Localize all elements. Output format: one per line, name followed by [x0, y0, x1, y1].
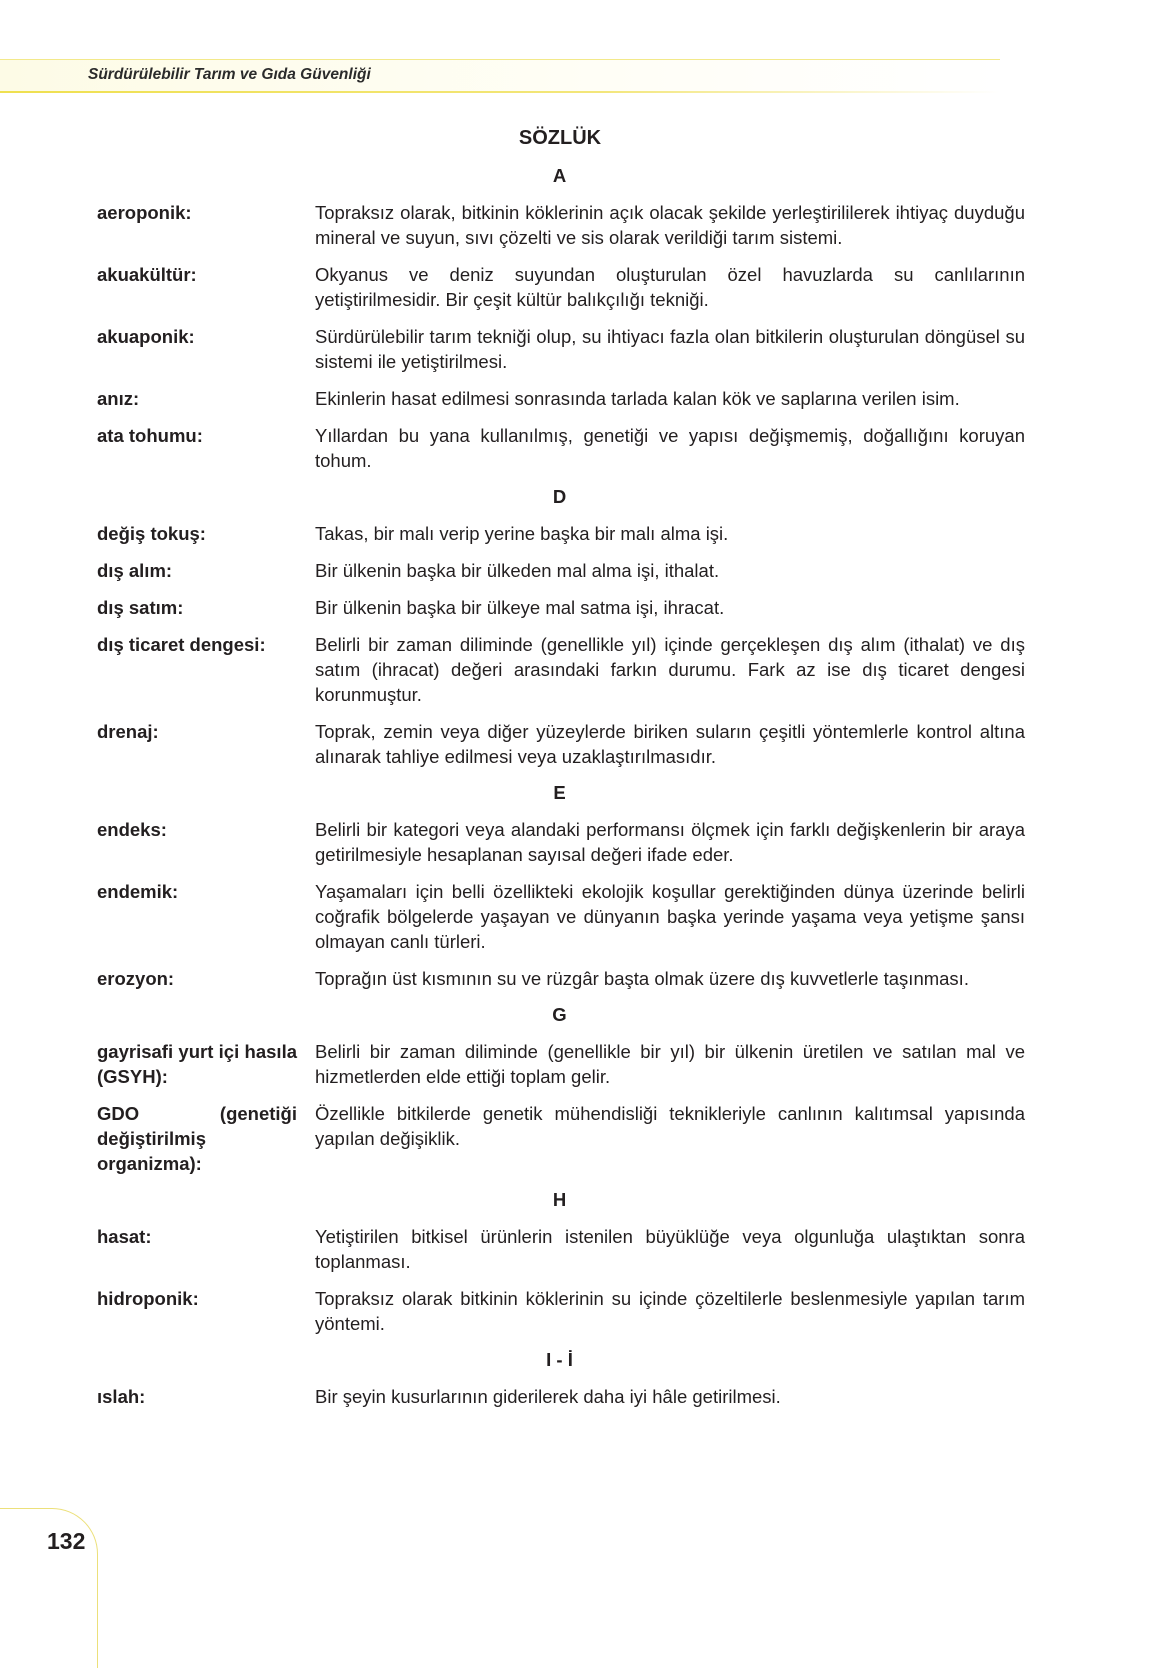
- glossary-term: hasat:: [97, 1226, 152, 1247]
- glossary-definition: Bir şeyin kusurlarının giderilerek daha iyi hâle getirilmesi.: [315, 1386, 781, 1407]
- glossary-term: dış satım:: [97, 597, 184, 618]
- glossary-entry: [97, 386, 1025, 411]
- glossary-entry: [97, 966, 1025, 991]
- glossary-definition: Belirli bir zaman diliminde (genellikle bir yıl) bir ülkenin üretilen ve satılan mal ve hizmetlerden elde ettiği toplam gelir.: [315, 1041, 1025, 1087]
- glossary-entry: [97, 558, 1025, 583]
- glossary-entry: [97, 1384, 1025, 1409]
- glossary-definition: Ekinlerin hasat edilmesi sonrasında tarlada kalan kök ve saplarına verilen isim.: [315, 388, 960, 409]
- glossary-definition: Yaşamaları için belli özellikteki ekolojik koşullar gerektiğinden dünya üzerinde belirli coğrafik bölgelerde yaşayan ve dünyanın başka yerinde yaşama veya yetişme şansı olmayan canlı türleri.: [315, 881, 1025, 952]
- glossary-definition: Özellikle bitkilerde genetik mühendisliği teknikleriyle canlının kalıtımsal yapısında yapılan değişiklik.: [315, 1103, 1025, 1149]
- glossary-definition: Bir ülkenin başka bir ülkeden mal alma işi, ithalat.: [315, 560, 720, 581]
- page-number: 132: [47, 1528, 86, 1554]
- header-underline: [0, 91, 1000, 93]
- glossary-term: erozyon:: [97, 968, 175, 989]
- glossary-definition: Bir ülkenin başka bir ülkeye mal satma işi, ihracat.: [315, 597, 725, 618]
- section-letter: G: [552, 1004, 567, 1025]
- glossary-entry: [97, 521, 1025, 546]
- glossary-definition: Toprak, zemin veya diğer yüzeylerde biriken suların çeşitli yöntemlerle kontrol altına alınarak tahliye edilmesi veya uzaklaştırılmasıdır.: [315, 721, 1025, 767]
- glossary-entry: [97, 595, 1025, 620]
- glossary-entry: [97, 1224, 1025, 1274]
- glossary-entry: [97, 324, 1025, 374]
- glossary-entry: [97, 719, 1025, 769]
- glossary-entry: [97, 262, 1025, 312]
- glossary-term: anız:: [97, 388, 140, 409]
- glossary-definition: Sürdürülebilir tarım tekniği olup, su ihtiyacı fazla olan bitkilerin oluşturulan döngüsel su sistemi ile yetiştirilmesi.: [315, 326, 1025, 372]
- glossary-definition: Belirli bir kategori veya alandaki performansı ölçmek için farklı değişkenlerin bir araya getirilmesiyle hesaplanan sayısal değeri ifade eder.: [315, 819, 1025, 865]
- glossary-entry: [97, 200, 1025, 250]
- glossary-title: SÖZLÜK: [518, 127, 602, 149]
- glossary-definition: Topraksız olarak, bitkinin köklerinin açık olacak şekilde yerleştirililerek ihtiyaç duyduğu mineral ve suyun, sıvı çözelti ve sis olarak verildiği tarım sistemi.: [315, 202, 1025, 248]
- section-letter: A: [552, 165, 567, 186]
- glossary-entry: [97, 817, 1025, 867]
- glossary-definition: Okyanus ve deniz suyundan oluşturulan özel havuzlarda su canlılarının yetiştirilmesidir. Bir çeşit kültür balıkçılığı tekniği.: [315, 264, 1025, 310]
- glossary-entry: [97, 1101, 1025, 1176]
- section-letter: I - İ: [546, 1349, 573, 1370]
- section-letter: D: [552, 486, 567, 507]
- glossary-entry: [97, 1039, 1025, 1089]
- glossary-entry: [97, 879, 1025, 954]
- glossary-list: [97, 164, 1025, 1421]
- glossary-definition: Yıllardan bu yana kullanılmış, genetiği ve yapısı değişmemiş, doğallığını koruyan tohum.: [315, 425, 1025, 471]
- glossary-definition: Belirli bir zaman diliminde (genellikle yıl) içinde gerçekleşen dış alım (ithalat) ve dış satım (ihracat) değeri arasındaki farkın durumu. Fark az ise dış ticaret dengesi korunmuştur.: [315, 634, 1025, 705]
- glossary-term: dış ticaret dengesi:: [97, 634, 266, 655]
- section-letter: E: [553, 782, 566, 803]
- section-letter: H: [552, 1189, 567, 1210]
- glossary-definition: Yetiştirilen bitkisel ürünlerin istenilen büyüklüğe veya olgunluğa ulaştıktan sonra toplanması.: [315, 1226, 1025, 1272]
- glossary-definition: Takas, bir malı verip yerine başka bir malı alma işi.: [315, 523, 729, 544]
- glossary-term: drenaj:: [97, 721, 159, 742]
- glossary-term: değiş tokuş:: [97, 523, 206, 544]
- glossary-definition: Toprağın üst kısmının su ve rüzgâr başta olmak üzere dış kuvvetlerle taşınması.: [315, 968, 969, 989]
- glossary-term: dış alım:: [97, 560, 173, 581]
- glossary-term: akuaponik:: [97, 326, 195, 347]
- glossary-term: gayrisafi yurt içi hasıla (GSYH):: [97, 1041, 297, 1087]
- running-header-title: Sürdürülebilir Tarım ve Gıda Güvenliği: [88, 66, 371, 83]
- glossary-term: akuakültür:: [97, 264, 197, 285]
- glossary-term: endemik:: [97, 881, 179, 902]
- glossary-term: GDO (genetiği değiştirilmiş organizma):: [97, 1103, 297, 1174]
- glossary-term: ıslah:: [97, 1386, 146, 1407]
- glossary-entry: [97, 1286, 1025, 1336]
- glossary-term: aeroponik:: [97, 202, 192, 223]
- glossary-term: hidroponik:: [97, 1288, 199, 1309]
- glossary-definition: Topraksız olarak bitkinin köklerinin su içinde çözeltilerle beslenmesiyle yapılan tarım yöntemi.: [315, 1288, 1025, 1334]
- glossary-entry: [97, 423, 1025, 473]
- glossary-term: ata tohumu:: [97, 425, 203, 446]
- glossary-entry: [97, 632, 1025, 707]
- glossary-term: endeks:: [97, 819, 167, 840]
